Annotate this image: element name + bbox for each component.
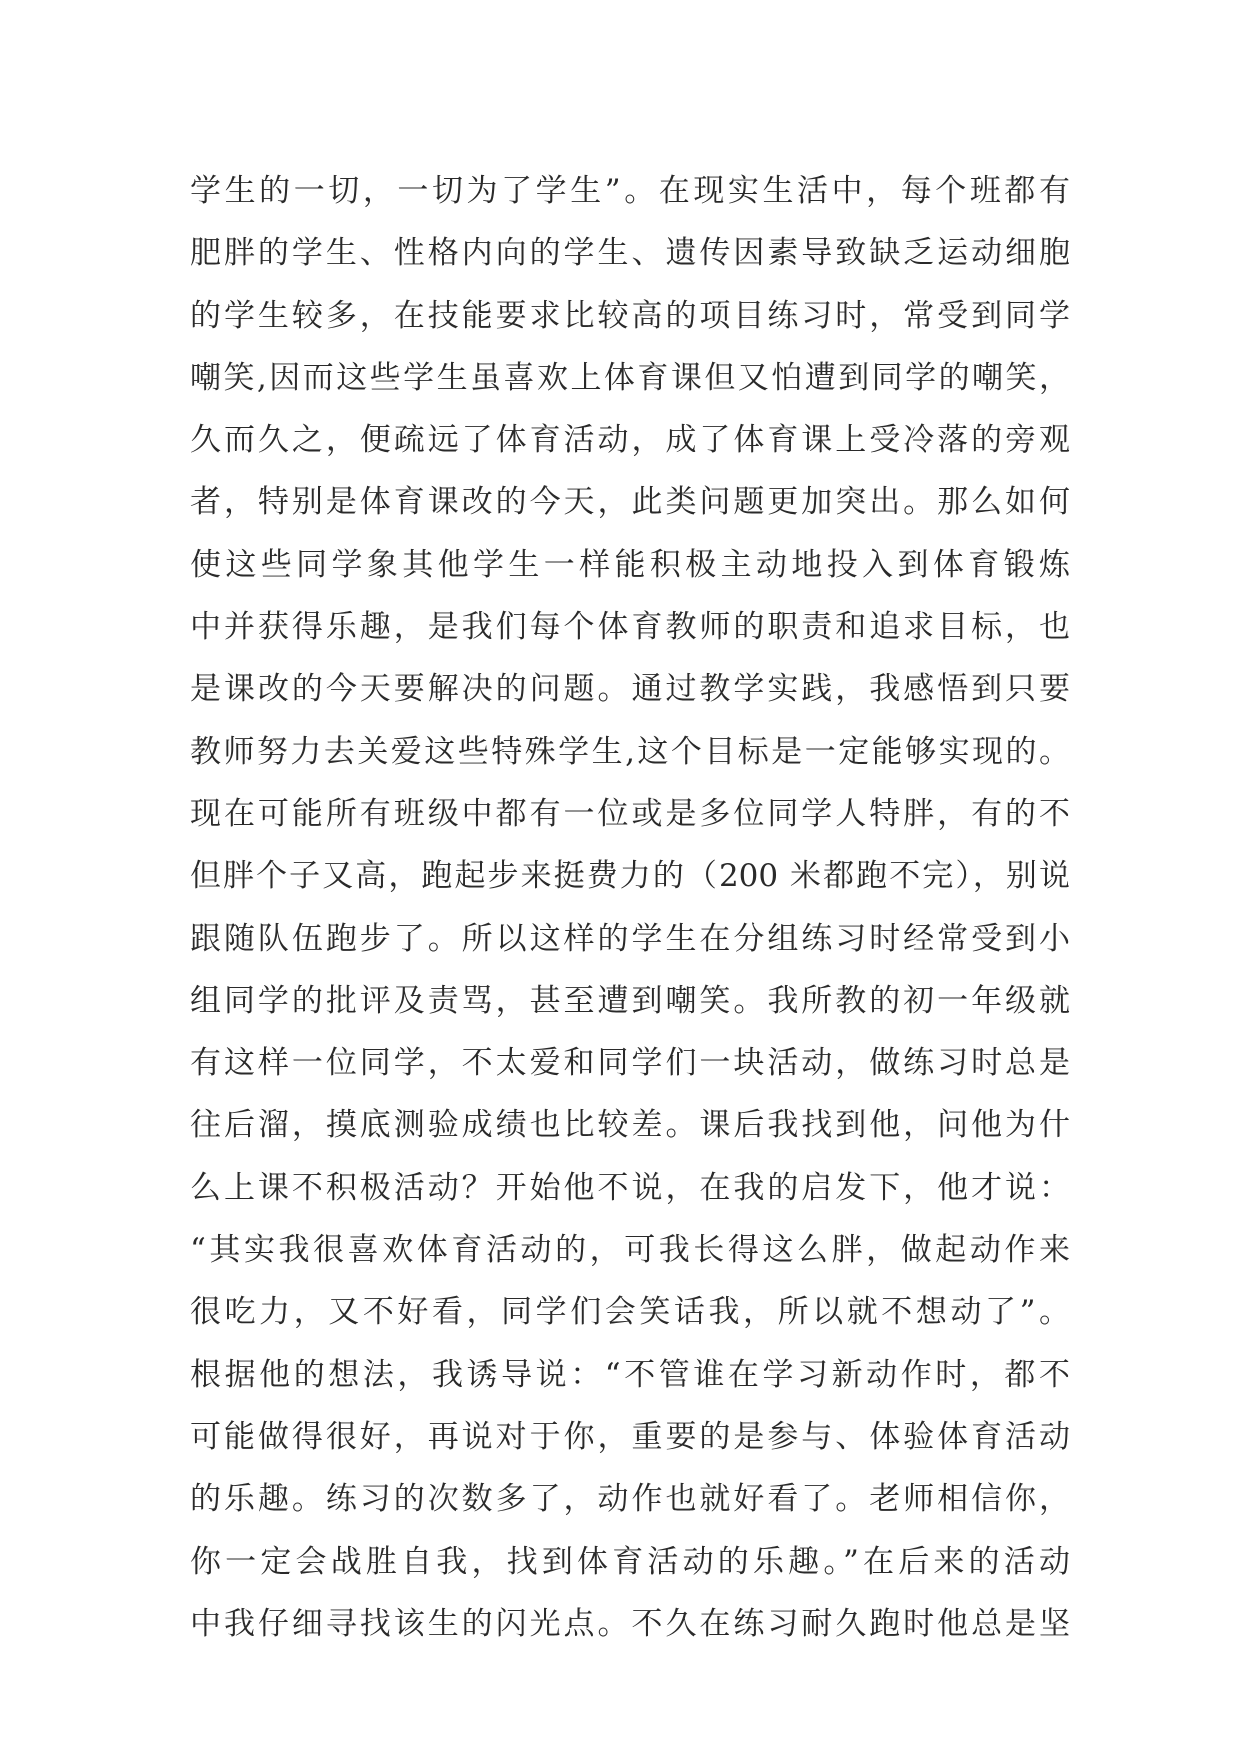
text-line: 的学生较多，在技能要求比较高的项目练习时，常受到同学 [190,297,1070,334]
text-line: 你一定会战胜自我，找到体育活动的乐趣。”在后来的活动 [190,1543,1070,1580]
text-line: 跟随队伍跑步了。所以这样的学生在分组练习时经常受到小 [190,920,1070,957]
text-line: “其实我很喜欢体育活动的，可我长得这么胖，做起动作来 [190,1232,1070,1269]
text-line: 有这样一位同学，不太爱和同学们一块活动，做练习时总是 [190,1045,1070,1082]
text-line: 是课改的今天要解决的问题。通过教学实践，我感悟到只要 [190,671,1070,708]
body-text [190,160,1070,1655]
text-line: 根据他的想法，我诱导说：“不管谁在学习新动作时，都不 [190,1356,1070,1393]
text-line: 组同学的批评及责骂，甚至遭到嘲笑。我所教的初一年级就 [190,982,1070,1019]
text-line: 的乐趣。练习的次数多了，动作也就好看了。老师相信你， [190,1481,1070,1518]
text-line: 但胖个子又高，跑起步来挺费力的（200 米都跑不完），别说 [190,858,1070,895]
text-line: 学生的一切，一切为了学生”。在现实生活中，每个班都有 [190,173,1070,209]
text-line: 现在可能所有班级中都有一位或是多位同学人特胖，有的不 [190,795,1070,832]
text-line: 者，特别是体育课改的今天，此类问题更加突出。那么如何 [190,484,1070,521]
text-line: 使这些同学象其他学生一样能积极主动地投入到体育锻炼 [190,546,1070,583]
text-line: 中并获得乐趣，是我们每个体育教师的职责和追求目标，也 [190,609,1070,646]
text-line: 教师努力去关爱这些特殊学生,这个目标是一定能够实现的。 [190,733,1070,770]
text-line: 嘲笑,因而这些学生虽喜欢上体育课但又怕遭到同学的嘲笑， [190,359,1070,396]
text-line: 往后溜，摸底测验成绩也比较差。课后我找到他，问他为什 [190,1107,1070,1144]
text-line: 很吃力，又不好看，同学们会笑话我，所以就不想动了”。 [190,1294,1070,1331]
text-line: 么上课不积极活动？开始他不说，在我的启发下，他才说： [190,1169,1070,1206]
text-line: 中我仔细寻找该生的闪光点。不久在练习耐久跑时他总是坚 [190,1605,1070,1642]
text-line: 肥胖的学生、性格内向的学生、遗传因素导致缺乏运动细胞 [190,235,1070,272]
text-line: 可能做得很好，再说对于你，重要的是参与、体验体育活动 [190,1418,1070,1455]
text-line: 久而久之，便疏远了体育活动，成了体育课上受冷落的旁观 [190,422,1070,459]
